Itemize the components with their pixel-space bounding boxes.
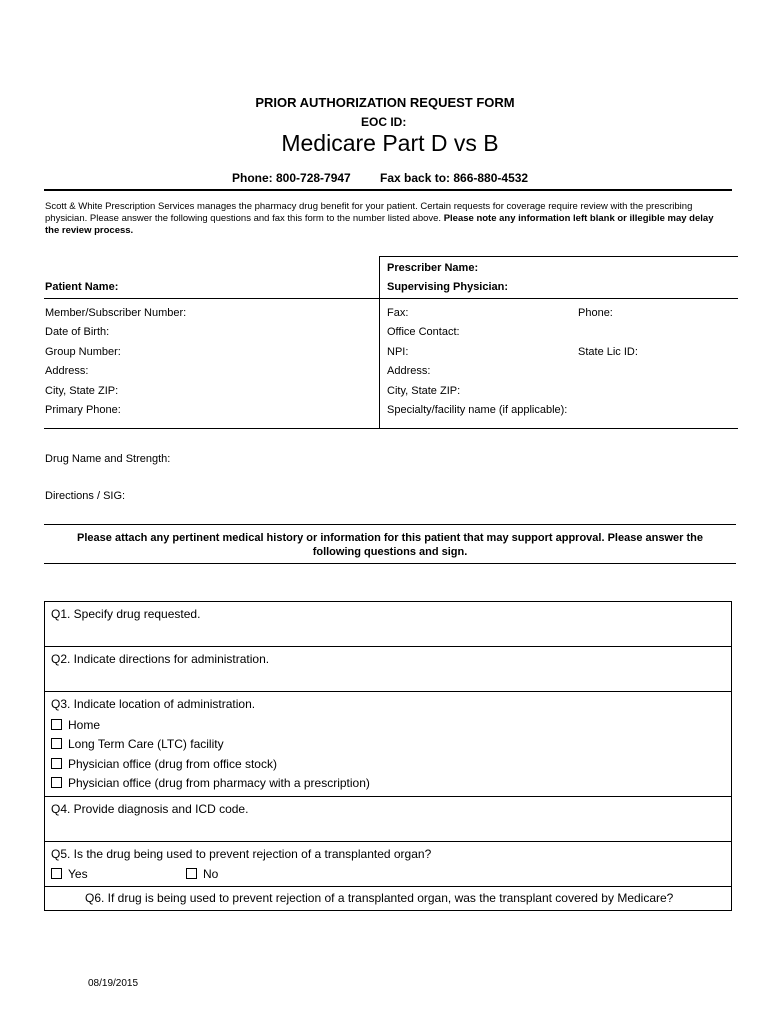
q3-option-office-stock[interactable]: Physician office (drug from office stock) <box>51 757 277 771</box>
q6-box[interactable] <box>44 886 732 911</box>
fax-number: Fax back to: 866-880-4532 <box>380 171 529 185</box>
checkbox-icon[interactable] <box>51 777 62 788</box>
q4-box[interactable] <box>44 796 732 842</box>
q1-box[interactable] <box>44 601 732 647</box>
q3-option-home[interactable]: Home <box>51 718 100 732</box>
info-bottom-line <box>44 428 738 429</box>
patient-city-label: City, State ZIP: <box>45 385 119 397</box>
directions-label: Directions / SIG: <box>45 490 126 502</box>
q2-box[interactable] <box>44 646 732 692</box>
info-heading-divider <box>44 298 738 299</box>
notice-top-line <box>44 524 736 525</box>
notice-text: Please attach any pertinent medical history or information for this patient that may support approval. Please answer the following questions and sign. <box>77 532 703 558</box>
prescriber-top-line <box>379 256 738 257</box>
q4-text: Q4. Provide diagnosis and ICD code. <box>51 802 249 816</box>
prescriber-address-label: Address: <box>387 365 431 377</box>
prescriber-name-label: Prescriber Name: <box>387 262 479 274</box>
dob-label: Date of Birth: <box>45 326 110 338</box>
notice-bottom-line <box>44 563 736 564</box>
q5-text: Q5. Is the drug being used to prevent rejection of a transplanted organ? <box>51 847 432 861</box>
program-title: Medicare Part D vs B <box>281 130 499 156</box>
patient-address-label: Address: <box>45 365 89 377</box>
intro-bold-text: Please note any information left blank or illegible may delay the review process. <box>45 213 714 236</box>
checkbox-icon[interactable] <box>51 758 62 769</box>
prescriber-city-label: City, State ZIP: <box>387 385 461 397</box>
q5-yes-option[interactable]: Yes <box>51 867 88 881</box>
q6-text: Q6. If drug is being used to prevent rejection of a transplanted organ, was the transplant covered by Medicare? <box>85 891 674 905</box>
q3-option-ltc[interactable]: Long Term Care (LTC) facility <box>51 737 224 751</box>
member-number-label: Member/Subscriber Number: <box>45 307 187 319</box>
office-contact-label: Office Contact: <box>387 326 460 338</box>
checkbox-icon[interactable] <box>51 868 62 879</box>
supervising-physician-label: Supervising Physician: <box>387 281 509 293</box>
patient-name-label: Patient Name: <box>45 281 119 293</box>
state-lic-label: State Lic ID: <box>578 346 638 358</box>
group-number-label: Group Number: <box>45 346 121 358</box>
q3-text: Q3. Indicate location of administration. <box>51 697 256 711</box>
footer-date: 08/19/2015 <box>88 978 139 989</box>
q3-option-office-pharmacy[interactable]: Physician office (drug from pharmacy with a prescription) <box>51 776 370 790</box>
header-divider <box>44 189 732 191</box>
info-column-divider <box>379 256 380 429</box>
primary-phone-label: Primary Phone: <box>45 404 121 416</box>
q1-text: Q1. Specify drug requested. <box>51 607 201 621</box>
intro-text: Scott & White Prescription Services manages the pharmacy drug benefit for your patient. Certain requests for coverage require review with the prescribing physician. Please answer the following questions and fax this form to the number listed above. <box>45 201 693 224</box>
q2-text: Q2. Indicate directions for administration. <box>51 652 270 666</box>
form-title: PRIOR AUTHORIZATION REQUEST FORM <box>255 95 515 110</box>
eoc-id-label: EOC ID: <box>361 115 407 129</box>
q5-box <box>44 841 732 887</box>
phone-number: Phone: 800-728-7947 <box>232 171 351 185</box>
npi-label: NPI: <box>387 346 409 358</box>
q3-box <box>44 691 732 797</box>
checkbox-icon[interactable] <box>51 719 62 730</box>
prescriber-phone-label: Phone: <box>578 307 613 319</box>
checkbox-icon[interactable] <box>186 868 197 879</box>
checkbox-icon[interactable] <box>51 738 62 749</box>
specialty-label: Specialty/facility name (if applicable): <box>387 404 568 416</box>
intro-paragraph <box>45 201 725 237</box>
prescriber-fax-label: Fax: <box>387 307 409 319</box>
q5-no-option[interactable]: No <box>186 867 218 881</box>
drug-name-label: Drug Name and Strength: <box>45 453 171 465</box>
